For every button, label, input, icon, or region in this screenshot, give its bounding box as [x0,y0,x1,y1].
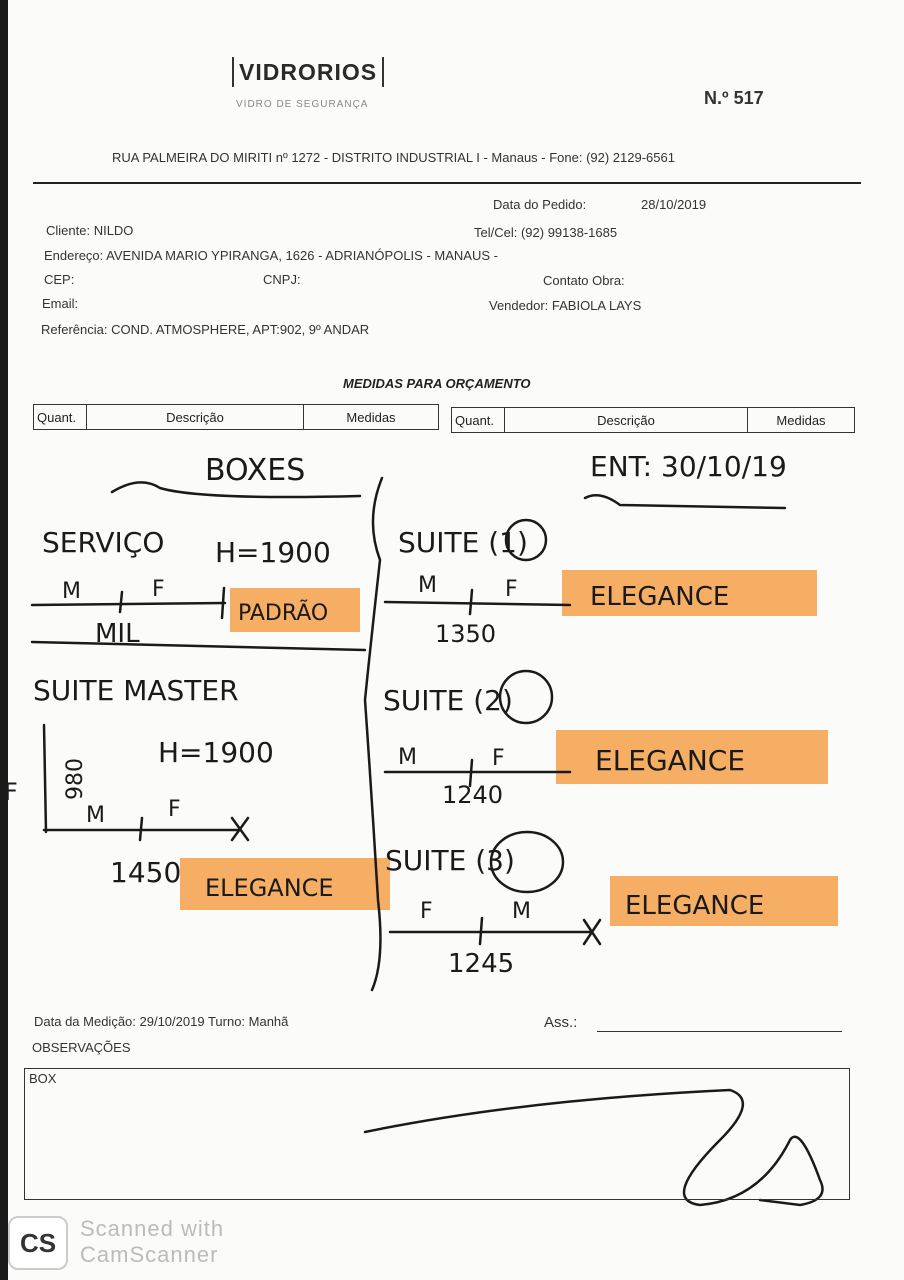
hw-suite1: SUITE (1) [398,526,528,559]
observations-box [24,1068,850,1200]
observations-label: OBSERVAÇÕES [32,1040,131,1055]
hw-suite2-f: F [492,746,505,771]
cnpj-field: CNPJ: [263,272,301,287]
hw-suite3-w: 1245 [448,949,515,979]
measure-line-servico [32,603,225,605]
tick-s1 [470,590,472,614]
hw-suite3-tag: ELEGANCE [625,891,765,921]
observations-text: BOX [29,1071,57,1086]
row-divider-left [32,642,365,650]
camscanner-logo: CS [8,1216,68,1270]
col-qty: Quant. [34,405,87,430]
hw-suite2-m: M [398,745,417,770]
hw-suite2: SUITE (2) [383,684,513,717]
end-servico [222,588,224,618]
company-logo: VIDRORIOS [232,57,384,87]
order-date-label: Data do Pedido: [493,197,587,212]
col-meas: Medidas [304,405,439,430]
column-divider [365,478,382,990]
hw-date: ENT: 30/10/19 [590,450,787,483]
order-number: N.º 517 [704,88,764,108]
table-title: MEDIDAS PARA ORÇAMENTO [343,376,531,391]
col-desc: Descrição [87,405,304,430]
tick-s3 [480,918,482,944]
date-underline [585,495,785,508]
hw-suite1-f: F [505,577,518,602]
hw-suite2-tag: ELEGANCE [595,744,746,777]
company-address: RUA PALMEIRA DO MIRITI nº 1272 - DISTRITO INDUSTRIAL I - Manaus - Fone: (92) 2129-6561 [112,150,675,165]
hw-master-f: F [168,797,181,822]
hw-master-h: H=1900 [158,736,274,769]
hw-master-fside: F [4,778,18,806]
reference-field: Referência: COND. ATMOSPHERE, APT:902, 9º ANDAR [41,322,370,337]
email-field: Email: [42,296,79,311]
hw-suite3: SUITE (3) [385,844,515,877]
hw-master-m: M [86,803,105,828]
signature-line [597,1031,842,1032]
contact-field: Contato Obra: [543,273,625,288]
hw-suite2-w: 1240 [442,781,504,809]
hw-suite1-m: M [418,573,437,598]
camscanner-watermark: Scanned with CamScanner [80,1216,225,1267]
order-date-value: 28/10/2019 [641,197,707,212]
hw-master-tag: ELEGANCE [205,874,334,902]
hw-servico-w: MIL [95,619,140,649]
hw-master-w: 1450 [110,856,182,889]
col-desc: Descrição [505,408,748,433]
hw-boxes: BOXES [205,453,306,488]
col-meas: Medidas [748,408,855,433]
tick-servico [120,592,122,612]
hw-suite3-f: F [420,899,433,924]
company-tagline: VIDRO DE SEGURANÇA [236,99,369,110]
hw-suite1-w: 1350 [435,620,497,648]
measure-line-s1 [385,602,570,605]
client-field: Cliente: NILDO [46,223,134,238]
phone-field: Tel/Cel: (92) 99138-1685 [474,225,618,240]
hw-servico-h: H=1900 [215,536,331,569]
cep-field: CEP: [44,272,75,287]
signature-label: Ass.: [544,1014,578,1031]
hw-master: SUITE MASTER [33,674,239,707]
tick-master [140,818,142,840]
hw-servico-m: M [62,579,81,604]
hw-suite3-m: M [512,899,531,924]
vertical-master [44,725,46,832]
hw-master-side: 980 [63,758,88,800]
seller-field: Vendedor: FABIOLA LAYS [489,298,642,313]
hw-servico-f: F [152,577,165,602]
col-qty: Quant. [452,408,505,433]
hw-servico: SERVIÇO [42,526,165,559]
address-field: Endereço: AVENIDA MARIO YPIRANGA, 1626 - ADRIANÓPOLIS - MANAUS - [44,248,498,263]
hw-padrao: PADRÃO [238,601,329,626]
measure-date: Data da Medição: 29/10/2019 Turno: Manhã [34,1014,289,1029]
hw-suite1-tag: ELEGANCE [590,582,730,612]
